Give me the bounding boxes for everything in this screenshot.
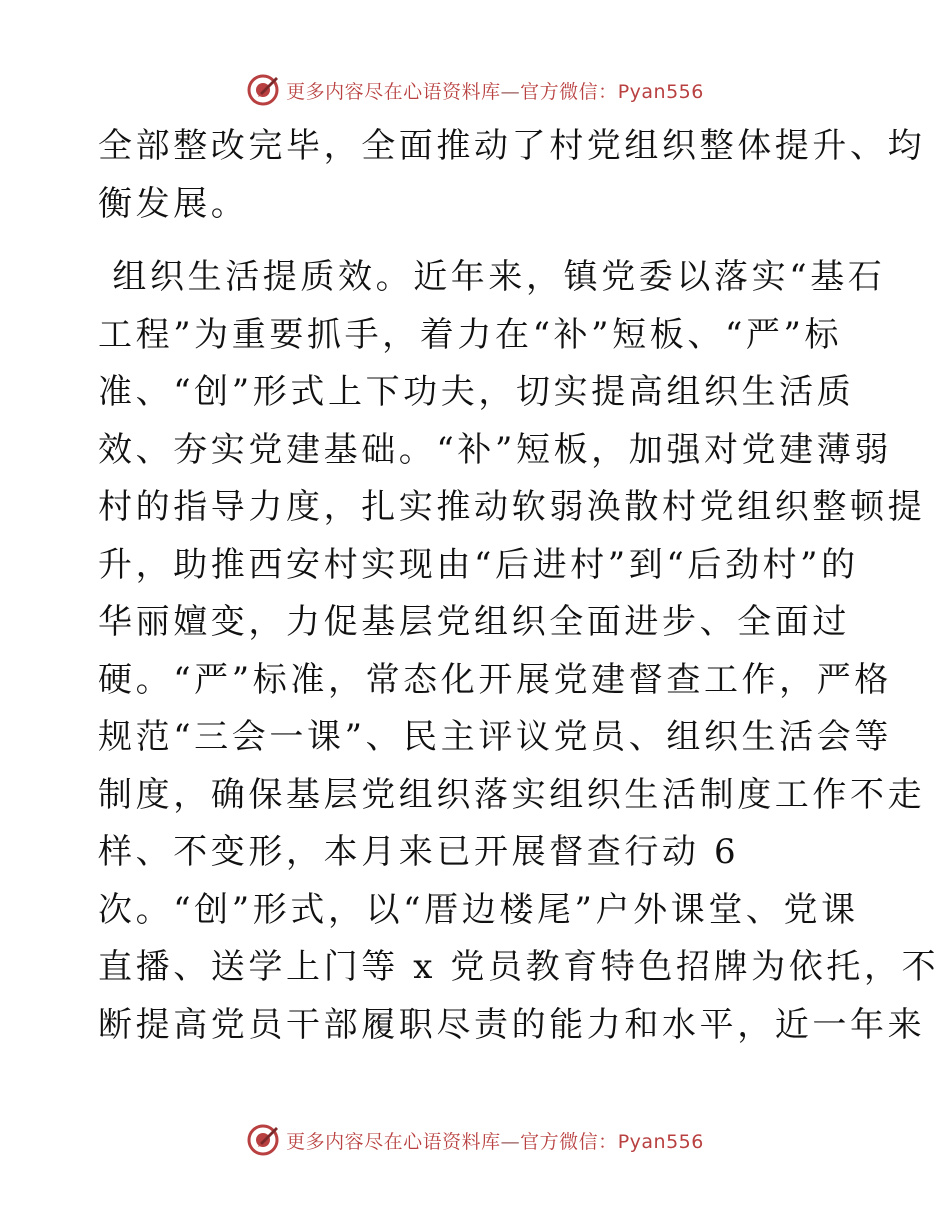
watermark-label: 官方微信： bbox=[520, 80, 618, 103]
text-line: 村的指导力度，扎实推动软弱涣散村党组织整顿提 bbox=[98, 487, 926, 527]
header-watermark bbox=[0, 70, 950, 110]
watermark-separator: — bbox=[500, 80, 521, 103]
text-line: 效、夯实党建基础。“补”短板，加强对党建薄弱 bbox=[98, 429, 892, 470]
watermark-text bbox=[286, 1127, 704, 1154]
text-line: 直播、送学上门等 x 党员教育特色招牌为依托，不 bbox=[98, 947, 940, 987]
watermark-main: 更多内容尽在心语资料库 bbox=[286, 80, 501, 103]
watermark-main: 更多内容尽在心语资料库 bbox=[286, 1130, 501, 1153]
watermark-text bbox=[286, 77, 704, 104]
paragraph-2 bbox=[98, 249, 940, 1054]
text-line: 全部整改完毕，全面推动了村党组织整体提升、均 bbox=[98, 126, 926, 166]
pen-logo-icon bbox=[246, 1123, 280, 1157]
paragraph-1 bbox=[98, 118, 926, 233]
document-body bbox=[98, 118, 940, 1054]
watermark-wechat-id: Pyan556 bbox=[617, 80, 704, 103]
text-line: 断提高党员干部履职尽责的能力和水平，近一年来 bbox=[98, 1004, 926, 1045]
text-line: 硬。“严”标准，常态化开展党建督查工作，严格 bbox=[98, 659, 892, 700]
text-line: 华丽嬗变，力促基层党组织全面进步、全面过 bbox=[98, 602, 850, 642]
text-line: 衡发展。 bbox=[98, 183, 249, 224]
text-line: 次。“创”形式，以“厝边楼尾”户外课堂、党课 bbox=[98, 889, 859, 930]
text-line: 规范“三会一课”、民主评议党员、组织生活会等 bbox=[98, 717, 892, 757]
pen-logo-icon bbox=[246, 73, 280, 107]
text-line: 准、“创”形式上下功夫，切实提高组织生活质 bbox=[98, 372, 855, 412]
text-line: 升，助推西安村实现由“后进村”到“后劲村”的 bbox=[98, 544, 859, 585]
footer-watermark bbox=[0, 1120, 950, 1160]
watermark-separator: — bbox=[500, 1130, 521, 1153]
text-line: 制度，确保基层党组织落实组织生活制度工作不走 bbox=[98, 774, 926, 815]
text-line: 样、不变形，本月来已开展督查行动 6 bbox=[98, 832, 740, 872]
text-line: 工程”为重要抓手，着力在“补”短板、“严”标 bbox=[98, 314, 843, 355]
watermark-wechat-id: Pyan556 bbox=[617, 1130, 704, 1153]
watermark-label: 官方微信： bbox=[520, 1130, 618, 1153]
text-line: 组织生活提质效。近年来，镇党委以落实“基石 bbox=[98, 257, 886, 297]
